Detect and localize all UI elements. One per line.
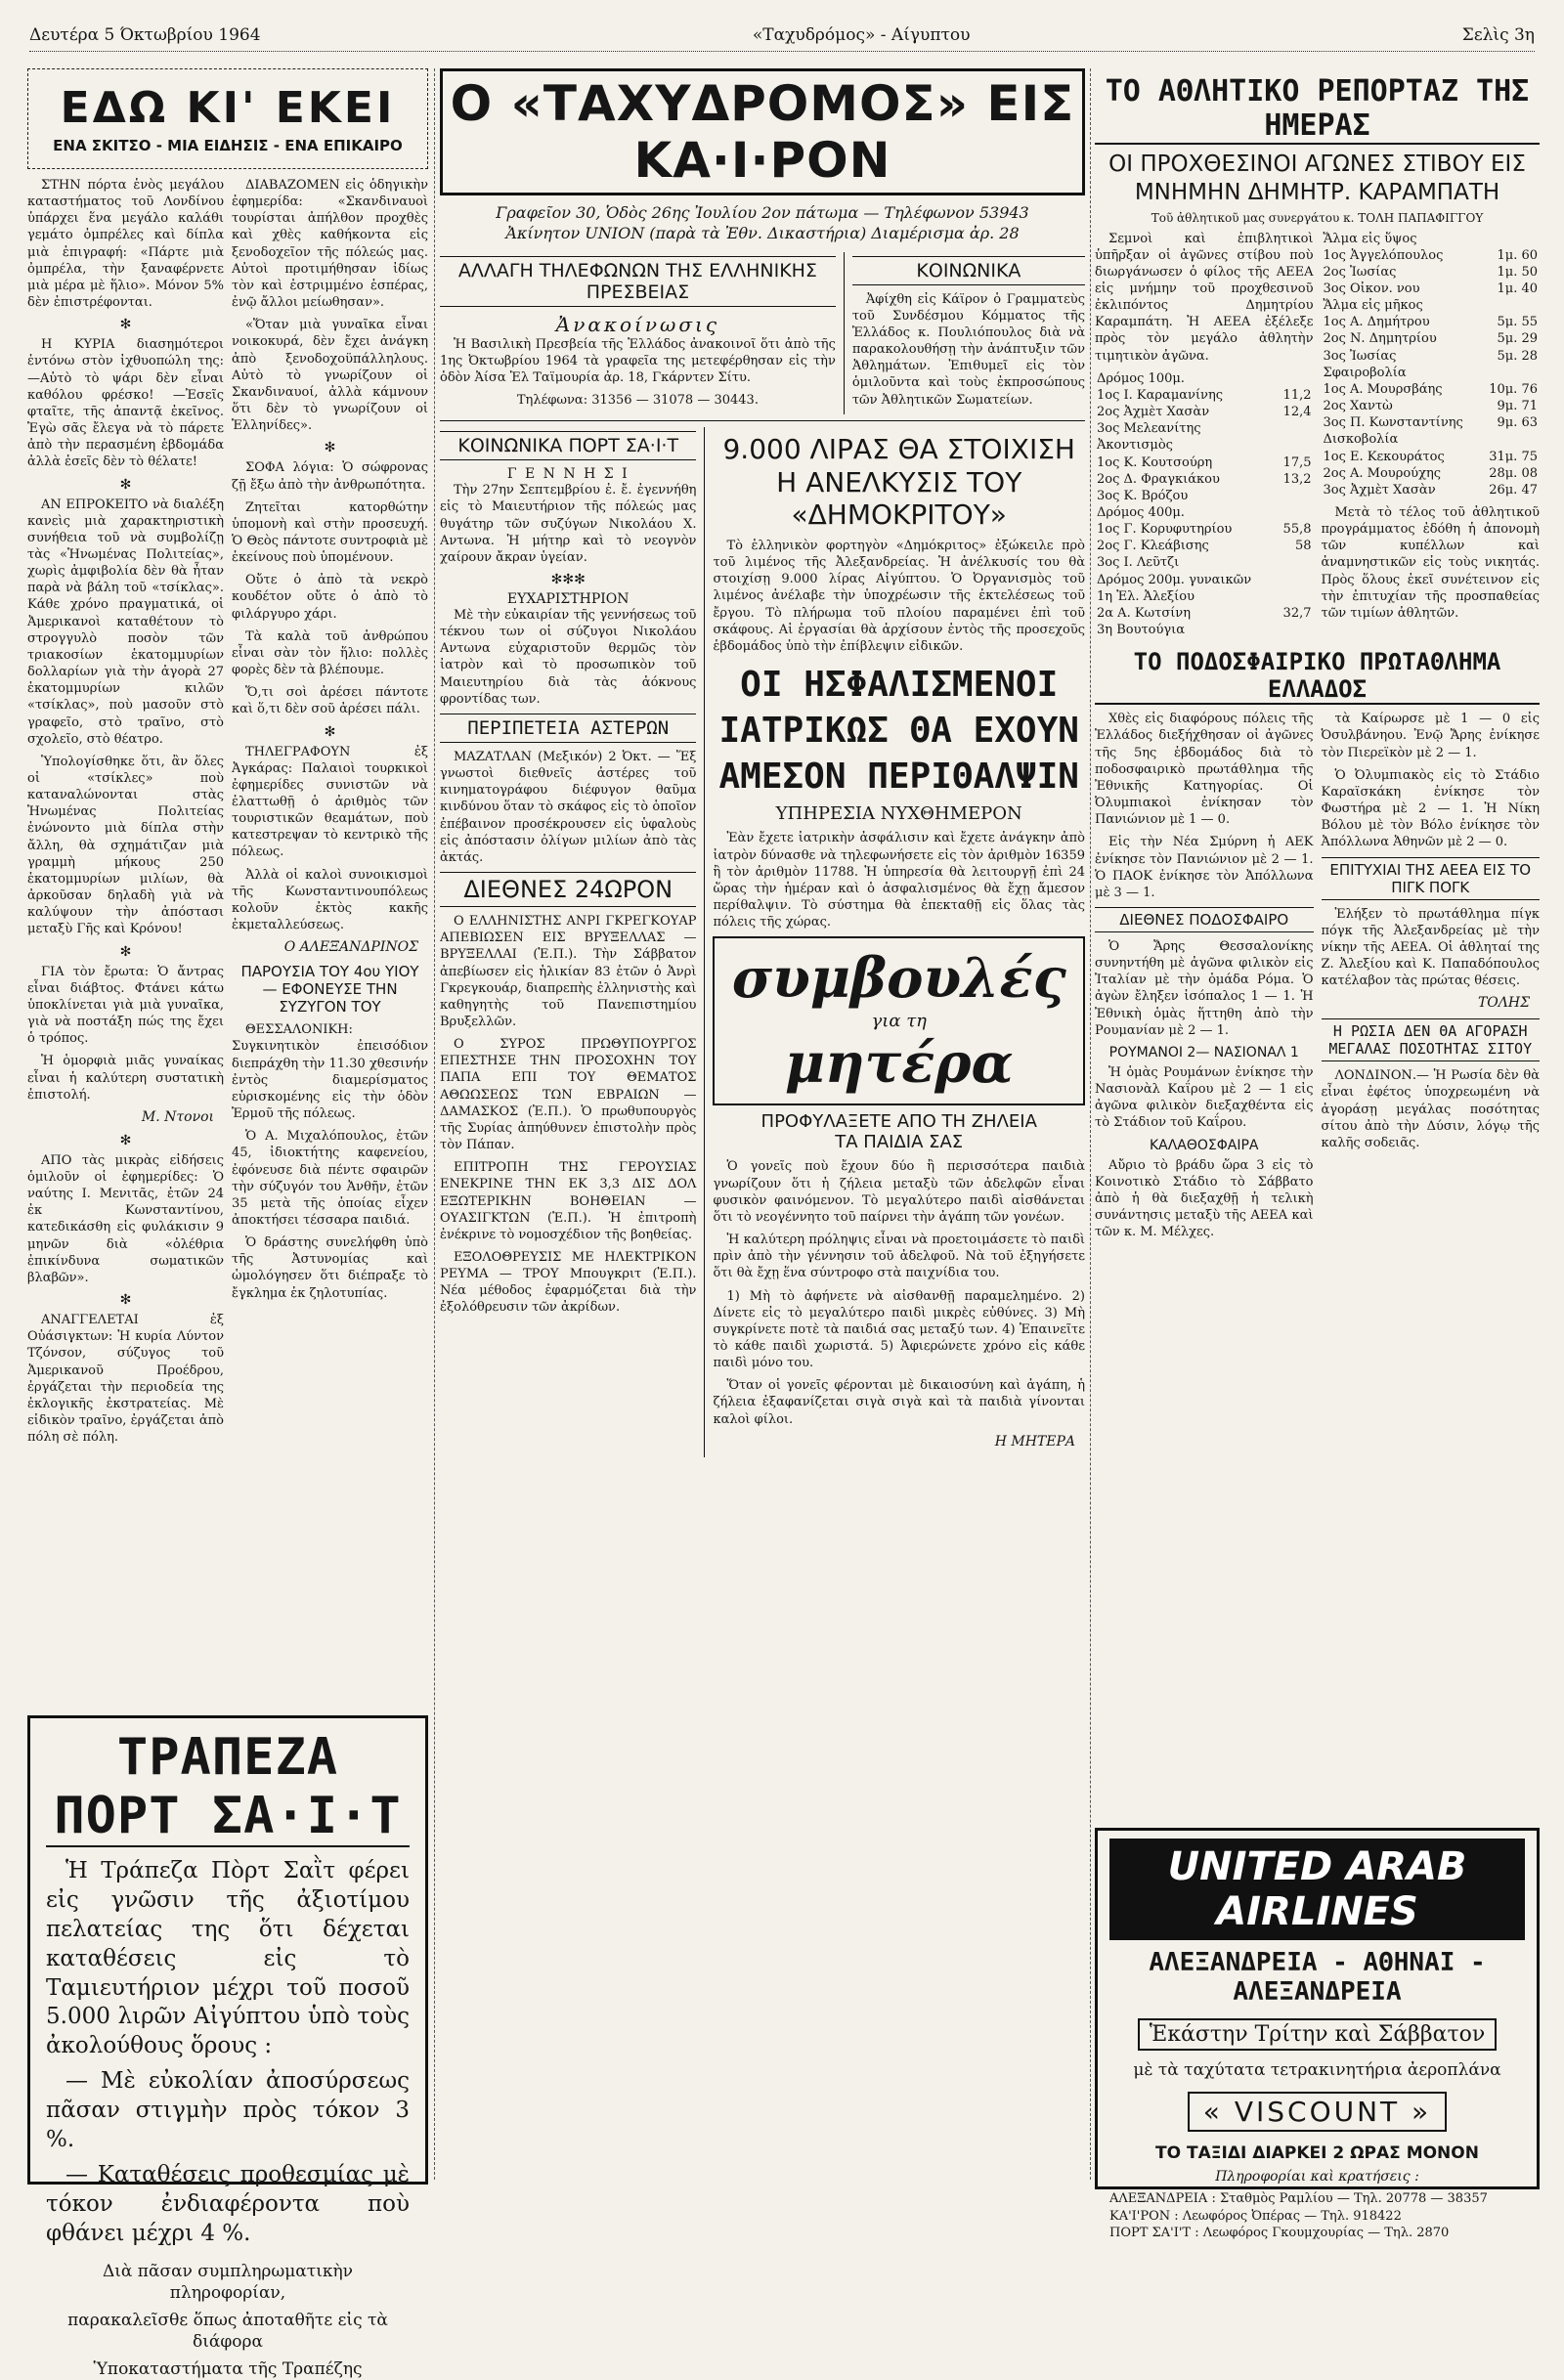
results-table-left (1095, 370, 1314, 639)
separator-star: ✻ (119, 317, 132, 333)
result-name: Σφαιροβολία (1323, 365, 1407, 380)
world-heading: ΔΙΕΘΝΕΣ 24ΩΡΟΝ (440, 872, 696, 907)
result-name: 3ος Π. Κωνσταντίνης (1323, 415, 1463, 431)
airline-logo: UNITED ARAB AIRLINES (1109, 1839, 1525, 1940)
bank-intro: Ἡ Τράπεζα Πὸρτ Σαῒτ φέρει εἰς γνῶσιν τῆς ἀξιοτίμου πελατείας της ὅτι δέχεται καταθέσεις εἰς τὸ Ταμιευτήριον μέχρι τοῦ ποσοῦ 5.000 λιρῶν Αἰγύπτου ὑπὸ τοὺς ἀκολούθους ὅρους : (46, 1858, 410, 2059)
result-value: 32,7 (1282, 605, 1312, 621)
result-row (1095, 572, 1314, 588)
result-name: Δρόμος 100μ. (1097, 370, 1185, 386)
result-value: 10μ. 76 (1489, 381, 1538, 397)
edo-para: ΓΙΑ τὸν ἔρωτα: Ὁ ἄντρας εἶναι διάβτος. Φτάνει κάτω ὑποκλίνεται γιὰ μιὰ γυναῖκα, γιὰ νὰ ποστάξη πώς της ἔχει ὁ τρόπος. (27, 964, 224, 1047)
result-value: 26μ. 47 (1489, 482, 1538, 498)
result-row (1322, 247, 1541, 264)
edo-left (27, 177, 224, 1451)
world-item: ΕΞΟΛΟΘΡΕΥΣΙΣ ΜΕ ΗΛΕΚΤΡΙΚΟΝ ΡΕΥΜΑ — ΤΡΟΥ Μπουγκριτ (Ἐ.Π.). Νέα μέθοδος ἐφαρμόζεται διὰ τὴν ἐξολόθρευσιν τῶν ἀκρίδων. (440, 1250, 697, 1316)
result-name: 3η Βουτούγια (1097, 623, 1186, 638)
middle-row (440, 427, 1085, 1457)
edo-para: ΑΝΑΓΓΕΛΕΤΑΙ ἐξ Οὐάσιγκτων: Ἡ κυρία Λύντον Τζόνσον, σύζυγος τοῦ Ἀμερικανοῦ Προέδρου, ἐργάζεται τὴν περιοδεία της ἐκλογικῆς ἐκστρατείας. Μὲ εἰδικὸν τραῖνο, ἐργάζεται ἀπὸ πόλη σὲ πόλη. (27, 1313, 224, 1446)
column-rule-1 (434, 68, 435, 2180)
result-name: 1ος Α. Δημήτρου (1323, 315, 1430, 330)
signature: Ο ΑΛΕΞΑΝΔΡΙΝΟΣ (283, 939, 418, 956)
edo-para: Ζητεῖται κατορθώτην ὑπομονὴ καὶ στὴν προσευχή. Ὁ Θεὸς πάντοτε συντροφιὰ μὲ ἐκείνους ποὺ ὑπομένουν. (232, 499, 428, 566)
result-row (1095, 387, 1314, 404)
result-row (1322, 449, 1541, 465)
airline-days: Ἑκάστην Τρίτην καὶ Σάββατον (1138, 2018, 1498, 2051)
edo-para: ΑΝ ΕΠΡΟΚΕΙΤΟ νὰ διαλέξη κανεὶς μιὰ χαρακτηριστικὴ συνήθεια τοῦ νὰ συμβολίζῃ τὰς «Ἡνωμένας Πολιτείας», χωρὶς ἀμφιβολία δὲν θὰ ἦταν παρὰ νὰ βάλη τοῦ «τσίκλας». Κάθε χρόνο πραγματικά, οἱ Ἀμερικανοὶ καταθέτουν τὸ στρογγυλὸ ποσὸν τῶν τριακοσίων ἑκατομμυρίων δολλαρίων γιὰ τὴν ἀγορὰ 27 ἑκατομμυρίων κιλῶν «τσίκλας», ποὺ μασοῦν στὸ γραφεῖο, στὸ τραῖνο, στὸ σχολεῖο, στὸ θέατρο. (27, 497, 224, 747)
edo-para: Οὔτε ὁ ἀπὸ τὰ νεκρὸ κουδέτον οὔτε ὁ ἀπὸ τὸ φιλάργυρο χάρι. (232, 573, 428, 622)
sports-signature: ΤΟΛΗΣ (1477, 995, 1530, 1012)
edo-para: ΣΤΗΝ πόρτα ἑνὸς μεγάλου καταστήματος τοῦ Λονδίνου ὑπάρχει ἕνα μεγάλο καλάθι γεμάτο ὀμπρέλες καὶ δίπλα μιὰ ἐπιγραφή: «Πάρτε μιὰ ὀμπρέλα, τὴν ξαναφέρνετε μιὰ μέρα μὲ ἥλιο». Μόνον 5% δὲν ἐπιστρέφονται. (27, 178, 224, 311)
world-item: ΕΠΙΤΡΟΠΗ ΤΗΣ ΓΕΡΟΥΣΙΑΣ ΕΝΕΚΡΙΝΕ ΤΗΝ ΕΚ 3,3 ΔΙΣ ΔΟΛ ΕΞΩΤΕΡΙΚΗΝ ΒΟΗΘΕΙΑΝ — ΟΥΑΣΙΓΚΤΩΝ (Ἐ.Π.). Ἡ ἐπιτροπὴ ἐνέκρινε τὸ νομοσχέδιον τῆς βοηθείας. (440, 1160, 697, 1242)
airline-info: Πληροφορίαι καὶ κρατήσεις : (1215, 2169, 1419, 2185)
page-number: Σελὶς 3η (1461, 25, 1535, 45)
result-row (1322, 330, 1541, 347)
edo-title: ΕΔΩ ΚΙ' ΕΚΕΙ (60, 83, 396, 133)
result-row (1322, 398, 1541, 414)
edo-columns (27, 177, 428, 1451)
result-row (1095, 370, 1314, 387)
result-row (1322, 281, 1541, 297)
result-name: 3ος Ἀχμὲτ Χασὰν (1323, 482, 1436, 498)
cairo-social-text: Ἀφίχθη εἰς Κάϊρον ὁ Γραμματεὺς τοῦ Συνδέσμου Κόμματος τῆς Ἑλλάδος κ. Πουλιόπουλος διὰ νὰ παρακολουθήσῃ τὴν ἀνάπτυξιν τῶν Ἀθλημάτων. Ἐπιθυμεῖ εἰς τὸν ὁμιλοῦντα καὶ τοὺς ἐκπροσώπους τῶν Ἀθλητικῶν Σωματείων. (851, 291, 1085, 408)
result-value (1481, 431, 1540, 448)
result-row (1095, 605, 1314, 622)
athletics-section (1095, 231, 1540, 639)
airline-contact-port: ΠΟΡΤ ΣΑ'Ι'Τ : Λεωφόρος Γκουμχουρίας — Τηλ. 2870 (1109, 2226, 1450, 2241)
russia-heading: Η ΡΩΣΙΑ ΔΕΝ ΘΑ ΑΓΟΡΑΣΗ ΜΕΓΑΛΑΣ ΠΟΣΟΤΗΤΑΣ ΣΙΤΟΥ (1322, 1018, 1541, 1061)
separator-star: ✻ (119, 1292, 132, 1309)
mother-text: Ὁ γονεῖς ποὺ ἔχουν δύο ἢ περισσότερα παιδιὰ γνωρίζουν ὅτι ἡ ζήλεια μεταξὺ τῶν ἀδελφῶν εἶναι φυσικὸν φαινόμενον. Τὸ μεγαλύτερο παιδὶ αἰσθάνεται ὅτι τὸ νεογέννητο τοῦ παίρνει τὴν ἀγάπη τῶν γονέων. (713, 1159, 1085, 1225)
football-text: Χθὲς εἰς διαφόρους πόλεις τῆς Ἑλλάδος διεξήχθησαν οἱ ἀγῶνες τῆς 5ης ἑβδομάδος διὰ τὸ ποδοσφαιρικὸ πρωτάθλημα τῆς Ἐθνικῆς Κατηγορίας. Οἱ Ὀλυμπιακοὶ ἐνίκησαν τὸν Πανιώνιον μὲ 1 — 0. (1095, 712, 1314, 828)
bank-footer-1: Διὰ πᾶσαν συμπληρωματικὴν πληροφορίαν, (102, 2261, 354, 2303)
mother-ad-line-2: για τη (871, 1011, 927, 1032)
result-value: 31μ. 75 (1489, 449, 1538, 464)
embassy-heading: ΑΛΛΑΓΗ ΤΗΛΕΦΩΝΩΝ ΤΗΣ ΕΛΛΗΝΙΚΗΣ ΠΡΕΣΒΕΙΑΣ (440, 256, 836, 307)
athletics-intro: Σεμνοὶ καὶ ἐπιβλητικοὶ ὑπῆρξαν οἱ ἀγῶνες στίβου ποὺ διωργάνωσεν ὁ φίλος τῆς ΑΕΕΑ εἰς μνήμην τοῦ προχθεσινοῦ ἐκλιπόντος Δημητρίου Καραμπάτη. Ἡ ΑΕΕΑ ἐξέλεξε πρὸς τὸν μεγάλο ἀθλητὴν τιμητικὸν ἀγῶνα. (1095, 231, 1314, 364)
result-name: 2ος Ἰωσίας (1323, 264, 1397, 280)
result-value (1481, 365, 1540, 381)
football-left (1095, 711, 1314, 1246)
airline-duration: ΤΟ ΤΑΞΙΔΙ ΔΙΑΡΚΕΙ 2 ΩΡΑΣ ΜΟΝΟΝ (1155, 2143, 1479, 2163)
result-name: 2ος Ν. Δημητρίου (1323, 331, 1437, 347)
edo-para: Ἡ ὁμορφιὰ μιᾶς γυναίκας εἶναι ἡ καλύτερη συστατικὴ ἐπιστολή. (27, 1054, 224, 1103)
result-name: 1ος Κ. Κουτσούρη (1097, 454, 1213, 470)
announcement-label: Ἀνακοίνωσις (555, 312, 720, 336)
result-value (1277, 370, 1314, 387)
mother-signature: Η ΜΗΤΕΡΑ (994, 1433, 1075, 1450)
edo-box (27, 68, 428, 169)
mother-ad-line-3: μητέρα (784, 1031, 1014, 1097)
edo-para: ΤΗΛΕΓΡΑΦΟΥΝ ἐξ Ἀγκάρας: Παλαιοὶ τουρκικοὶ ἐφημερίδες συνιστῶν νὰ ἐλαττωθῇ ὁ ἀριθμὸς τῶν τουριστικῶν θεαμάτων, ποὺ κατεστρεψαν τὸ κεντρικὸ τῆς πόλεως. (232, 744, 428, 860)
result-row (1322, 482, 1541, 498)
bank-condition-1: — Μὲ εὐκολίαν ἀποσύρσεως πᾶσαν στιγμὴν πρὸς τόκον 3 %. (46, 2068, 410, 2153)
stars-text: ΜΑΖΑΤΛΑΝ (Μεξικόν) 2 Ὀκτ. — Ἕξ γνωστοὶ διεθνεῖς ἀστέρες τοῦ κινηματογράφου διέφυγον θαῦμα κινδύνου ὅταν τὸ σκάφος εἰς τὸ ὁποῖον ἐπέβαινον προσέκρουσεν εἰς ὑφαλοὺς εἰς ἀπόστασιν ὀλίγων μιλίων ἀπὸ τὰς ἀκτάς. (440, 749, 697, 865)
result-name: 2ος Γ. Κλεάβισης (1097, 539, 1209, 554)
democritus-text: Τὸ ἑλληνικὸν φορτηγὸν «Δημόκριτος» ἐξώκειλε πρὸ τοῦ λιμένος τῆς Ἀλεξανδρείας. Ἡ ἀνέλκυσίς του θὰ στοιχίσῃ 9.000 λίρας Αἰγύπτου. Ὁ Ὀργανισμὸς τοῦ λιμένος ἀνέλαβε τὴν ὑποχρέωσιν τῆς ἐκτελέσεως τοῦ ἔργου. Τὸ πλήρωμα τοῦ πλοίου παραμένει ἐπὶ τοῦ σκάφους. Αἱ ἐργασίαι θὰ ἀρχίσουν ἐντὸς τῆς προσεχοῦς ἑβδομάδος ὑπὸ τὴν ἐπίβλεψιν εἰδικῶν. (713, 539, 1085, 654)
result-name: 1ος Γ. Κορυφυτηρίου (1097, 522, 1233, 538)
result-name: 3ος Οἰκον. νου (1323, 281, 1420, 296)
pingpong-text: Ἐλήξεν τὸ πρωτάθλημα πίγκ πόγκ τῆς Ἀλεξανδρείας μὲ τὴν νίκην τῆς ΑΕΕΑ. Οἱ ἀθληταί της Ζ. Ἀλεξίου καὶ Κ. Παπαδόπουλος κατέλαβον τὰς πρώτας θέσεις. (1321, 906, 1540, 989)
embassy-notice (440, 252, 836, 415)
address-line-2: Ἀκίνητον UNION (παρὰ τὰ Ἐθν. Δικαστήρια) Διαμέρισμα ἀρ. 28 (505, 223, 1020, 242)
murder-heading: ΠΑΡΟΥΣΙΑ ΤΟΥ 4ου ΥΙΟΥ — ΕΦΟΝΕΥΣΕ ΤΗΝ ΣΥΖΥΓΟΝ ΤΟΥ (240, 963, 419, 1017)
result-row (1095, 454, 1314, 471)
thanks-heading: ΕΥΧΑΡΙΣΤΗΡΙΟΝ (506, 591, 630, 607)
result-name: 2ος Χαντὼ (1323, 399, 1393, 414)
separator-star: ✻ (324, 440, 336, 456)
result-name: Ἀκοντισμὸς (1097, 438, 1173, 454)
result-name: Δρόμος 400μ. (1097, 505, 1185, 520)
murder-para: Ὁ δράστης συνελήφθη ὑπὸ τῆς Ἀστυνομίας καὶ ὡμολόγησεν ὅτι διέπραξε τὸ ἔγκλημα ἐκ ζηλοτυπίας. (232, 1235, 428, 1301)
sports-byline: Τοῦ ἀθλητικοῦ μας συνεργάτου κ. ΤΟΛΗ ΠΑΠΑΦΙΓΓΟΥ (1151, 210, 1484, 225)
column-rule-2 (1090, 68, 1091, 2180)
murder-para: Ὁ Α. Μιχαλόπουλος, ἐτῶν 45, ἰδιοκτήτης καφενείου, ἐφόνευσε διὰ πέντε σφαιρῶν τὴν σύζυγόν του Ἀνθῆν, ἐτῶν 35 μετὰ τῆς ὁποίας εἶχεν ἀποκτήσει τέσσαρα παιδιά. (232, 1129, 428, 1228)
result-row (1322, 381, 1541, 398)
result-value (1277, 572, 1314, 588)
romania-text: Ἡ ὁμὰς Ρουμάνων ἐνίκησε τὴν Νασιονὰλ Καΐρου μὲ 2 — 1 εἰς ἀγῶνα φιλικὸν διεξαχθέντα εἰς τὸ Στάδιον τοῦ Καΐρου. (1095, 1064, 1314, 1131)
result-name: Ἅλμα εἰς ὕψος (1323, 231, 1417, 246)
airline-planes: μὲ τὰ ταχύτατα τετρακινητήρια ἀεροπλάνα (1133, 2060, 1501, 2080)
result-value: 5μ. 55 (1497, 315, 1538, 330)
mother-advice-banner (713, 936, 1085, 1105)
birth-text: Τὴν 27ην Σεπτεμβρίου ἐ. ἔ. ἐγεννήθη εἰς τὸ Μαιευτήριον τῆς πόλεώς μας θυγάτηρ τῶν συζύγων Νικολάου Χ. Αντωνα. Ἡ μήτηρ καὶ τὸ νεογνὸν χαίρουν ἄκραν ὑγείαν. (440, 483, 697, 565)
result-name: Δρόμος 200μ. γυναικῶν (1097, 572, 1252, 587)
thanks-text: Μὲ τὴν εὐκαιρίαν τῆς γεννήσεως τοῦ τέκνου των οἱ σύζυγοι Νικολάου Αντωνα εὐχαριστοῦν θερμῶς τὸν ἰατρὸν καὶ τὸ προσωπικὸν τοῦ Μαιευτηρίου διὰ τὰς ἀόκνους φροντίδας των. (440, 608, 697, 707)
results-table-right (1322, 231, 1541, 499)
doctors-heading: ΟΙ ΗΣΦΑΛΙΣΜΕΝΟΙ ΙΑΤΡΙΚΩΣ ΘΑ ΕΧΟΥΝ ΑΜΕΣΟΝ ΠΕΡΙΘΑΛΨΙΝ (718, 665, 1079, 797)
result-row (1095, 504, 1314, 521)
result-name: 2ος Α. Μουρούχης (1323, 465, 1442, 481)
airline-plane-model: « VISCOUNT » (1188, 2092, 1447, 2132)
result-value: 1μ. 60 (1497, 247, 1538, 263)
airline-contact-alex: ΑΛΕΞΑΝΔΡΕΙΑ : Σταθμὸς Ραμλίου — Τηλ. 20778 — 38357 (1109, 2191, 1488, 2206)
athletics-end: Μετὰ τὸ τέλος τοῦ ἀθλητικοῦ προγράμματος ἐδόθη ἡ ἀπονομὴ τῶν κυπέλλων καὶ ἀναμνηστικῶν εἰς τοὺς νικητάς. Πρὸς ὅλους ἐκεῖ συνέτεινον εἰς τὴν ἐπιτυχίαν τῆς προσπαθείας τῶν τιμίων ἀθλητῶν. (1321, 505, 1540, 621)
top-row (440, 252, 1085, 422)
result-value: 9μ. 63 (1497, 415, 1538, 431)
intl-football-heading: ΔΙΕΘΝΕΣ ΠΟΔΟΣΦΑΙΡΟ (1095, 907, 1314, 932)
result-value: 28μ. 08 (1489, 465, 1538, 481)
football-right-text: τὰ Καίρωρσε μὲ 1 — 0 εἰς Ὀσυλβάνηου. Ἐνῷ Ἄρης ἐνίκησε τὸν Πιερεϊκὸν μὲ 2 — 1. (1321, 712, 1540, 760)
football-right-text: Ὁ Ὀλυμπιακὸς εἰς τὸ Στάδιο Καραϊσκάκη ἐνίκησε τὸν Φωστήρα μὲ 2 — 1. Ἡ Νίκη Βόλου μὲ τὸν Βόλο ἐνίκησε τὸν Ἀπόλλωνα Ἀθηνῶν μὲ 2 — 0. (1321, 767, 1540, 850)
result-row (1095, 437, 1314, 454)
democritus-heading: 9.000 ΛΙΡΑΣ ΘΑ ΣΤΟΙΧΙΣΗ Η ΑΝΕΛΚΥΣΙΣ ΤΟΥ «ΔΗΜΟΚΡΙΤΟΥ» (722, 433, 1075, 532)
result-value: 58 (1294, 539, 1312, 554)
result-value: 5μ. 29 (1497, 331, 1538, 347)
result-row (1095, 588, 1314, 605)
basketball-text: Αὔριο τὸ βράδυ ὥρα 3 εἰς τὸ Κοινοτικὸ Στάδιο τὸ Σάββατο ἀπὸ ἡ θὰ διεξαχθῇ ἡ τελικὴ συνάντησις μεταξὺ τῆς ΑΕΕΑ καὶ τῶν κ. Μ. Μέλχες. (1095, 1157, 1314, 1240)
edo-para: «Ὅταν μιὰ γυναῖκα εἶναι νοικοκυρά, δὲν ἔχει ἀνάγκη ἀπὸ ξενοδοχοϋπάλληλους. Αὐτὸ τὸ γνωρίζουν οἱ Σκανδιναυοί, ἀλλὰ κάμνουν ὅτι δὲν τὸ γνωρίζουν οἱ Ἑλληνίδες». (232, 318, 428, 434)
mother-text: 1) Μὴ τὸ ἀφήνετε νὰ αἰσθανθῇ παραμελημένο. 2) Δίνετε εἰς τὸ μεγαλύτερο παιδὶ μικρὲς εὐθύνες. 3) Μὴ συγκρίνετε ποτὲ τὰ παιδιά σας μεταξύ των. 4) Ἐπαινεῖτε τὸ κάθε παιδὶ χωριστά. 5) Ἀφιερώνετε χρόνο εἰς κάθε παιδὶ μόνο του. (713, 1288, 1085, 1371)
result-name: 2α Α. Κωτσίνη (1097, 605, 1192, 621)
result-name: 1η Ἑλ. Ἀλεξίου (1097, 588, 1195, 604)
airline-advertisement (1095, 1828, 1540, 2241)
embassy-phones: Τηλέφωνα: 31356 — 31078 — 30443. (516, 393, 759, 409)
result-row (1322, 431, 1541, 448)
result-value: 17,5 (1282, 454, 1312, 470)
bank-condition-2: — Καταθέσεις προθεσμίας μὲ τόκον ἐνδιαφέροντα ποὺ φθάνει μέχρι 4 %. (46, 2161, 410, 2246)
basketball-heading: ΚΑΛΑΘΟΣΦΑΙΡΑ (1149, 1137, 1259, 1153)
paper-name: «Ταχυδρόμος» - Αίγυπτου (752, 25, 971, 45)
football-right (1322, 711, 1541, 1246)
edo-para: ΣΟΦΑ λόγια: Ὁ σώφρονας ζῇ ἔξω ἀπὸ τὴν ἀνθρωπότητα. (232, 460, 428, 493)
result-value (1277, 504, 1314, 521)
edo-para: Ὅ,τι σοὶ ἀρέσει πάντοτε καὶ ὅ,τι δὲν σοῦ ἀρέσει πάλι. (232, 685, 428, 717)
cairo-social (844, 252, 1085, 415)
stars-heading: ΠΕΡΙΠΕΤΕΙΑ ΑΣΤΕΡΩΝ (440, 714, 696, 743)
edo-subtitle: ΕΝΑ ΣΚΙΤΣΟ - ΜΙΑ ΕΙΔΗΣΙΣ - ΕΝΑ ΕΠΙΚΑΙΡΟ (53, 137, 403, 154)
result-name: Ἅλμα εἰς μῆκος (1323, 298, 1423, 314)
edo-para: ΔΙΑΒΑΖΟΜΕΝ εἰς ὁδηγικὴν ἐφημερίδα: «Σκανδιναυοὶ τουρίσται ἀπήλθον προχθὲς καὶ χθὲς καθήκοντα εἰς ξενοδοχεῖον τῆς πόλεώς μας. Αὐτοὶ προτιμήθησαν ἰδίως τὸν καὶ ἐστριμμένο ἑσπέρας, ἐνῷ ἄλλοι μείωθησαν». (232, 178, 428, 311)
result-value: 12,4 (1282, 405, 1312, 420)
result-value (1277, 488, 1314, 504)
result-row (1095, 488, 1314, 504)
cairo-social-heading: ΚΟΙΝΩΝΙΚΑ (852, 256, 1085, 285)
result-row (1322, 297, 1541, 314)
result-row (1322, 465, 1541, 482)
doctors-subheading: ΥΠΗΡΕΣΙΑ ΝΥΧΘΗΜΕΡΟΝ (775, 803, 1022, 825)
airline-contact-cairo: ΚΑ'Ι'ΡΟΝ : Λεωφόρος Ὀπέρας — Τηλ. 918422 (1109, 2208, 1402, 2224)
bank-advertisement (27, 1715, 428, 2379)
football-section (1095, 711, 1540, 1246)
result-value (1277, 588, 1314, 605)
airline-route: ΑΛΕΞΑΝΔΡΕΙΑ - ΑΘΗΝΑΙ - ΑΛΕΞΑΝΔΡΕΙΑ (1149, 1948, 1486, 2007)
result-name: Δισκοβολία (1323, 432, 1399, 448)
edo-para: Η ΚΥΡΙΑ διασημότεροι ἐντόνω στὸν ἰχθυοπώλη της: —Αὐτὸ τὸ ψάρι δὲν εἶναι καθόλου φρέσκο! —Ἐσεῖς φταῖτε, τῆς ἀπαντᾷ ἐκεῖνος. Ἐγὼ σᾶς ἔλεγα νὰ τὸ πάρετε ἀπὸ τὴν περασμένη ἑβδομάδα ἀλλὰ ἐσεῖς δὲν τὸ θέλατε! (27, 337, 224, 470)
portsaid-social-heading: ΚΟΙΝΩΝΙΚΑ ΠΟΡΤ ΣΑ·Ι·Τ (440, 431, 696, 460)
result-name: 3ος Ἰωσίας (1323, 348, 1397, 364)
result-value: 5μ. 28 (1497, 348, 1538, 364)
result-name: 1ος Ι. Καραμανίνης (1097, 387, 1224, 403)
bank-title: ΤΡΑΠΕΖΑ ΠΟΡΤ ΣΑ·Ι·Τ (46, 1728, 410, 1847)
edo-right (232, 177, 428, 1451)
result-value: 1μ. 40 (1497, 281, 1538, 296)
result-row (1095, 521, 1314, 538)
result-value: 9μ. 71 (1497, 399, 1538, 414)
doctors-text: Ἐὰν ἔχετε ἰατρικὴν ἀσφάλισιν καὶ ἔχετε ἀνάγκην ἀπὸ ἰατρὸν δύνασθε νὰ τηλεφωνήσετε εἰς τὸν ἀριθμὸν 16359 ἢ τὸν ἀριθμὸν 11788. Ἡ ὑπηρεσία θὰ λειτουργῇ ἐπὶ 24 ὥρας τὴν ἡμέραν καὶ ὁ ἀσφαλισμένος θὰ ἔχῃ ἄμεσον περίθαλψιν. Τὸ σύστημα θὰ ἐπεκταθῇ εἰς ὅλας τὰς πόλεις τῆς χώρας. (713, 831, 1085, 930)
result-value (1277, 554, 1314, 571)
result-row (1322, 314, 1541, 330)
romania-score: ΡΟΥΜΑΝΟΙ 2— ΝΑΣΙΟΝΑΛ 1 (1108, 1044, 1299, 1060)
edo-para: Ὑπολογίσθηκε ὅτι, ἂν ὅλες οἱ «τσίκλες» ποὺ καταναλώνονται στὰς Ἡνωμένας Πολιτείας ἑνώνοντο μιὰ δίπλα στὴν ἄλλη, θὰ σχημάτιζαν μιὰ γραμμὴ μήκους 250 ἑκατομμυρίων μιλίων, θὰ ἀρκοῦσαν δηλαδὴ γιὰ νὰ καλύψουν τὴν ἀπόστασι μεταξὺ Γῆς καὶ Κρόνου! (27, 754, 224, 937)
football-heading: ΤΟ ΠΟΔΟΣΦΑΙΡΙΚΟ ΠΡΩΤΑΘΛΗΜΑ ΕΛΛΑΔΟΣ (1095, 648, 1540, 705)
result-value: 11,2 (1282, 387, 1312, 403)
result-row (1322, 414, 1541, 431)
result-row (1322, 264, 1541, 281)
result-value (1277, 420, 1314, 437)
separator-star: ✻ (119, 943, 132, 960)
result-row (1322, 365, 1541, 381)
football-text: Εἰς τὴν Νέα Σμύρνη ἡ ΑΕΚ ἐνίκησε τὸν Πανιώνιον μὲ 2 — 1. Ὁ ΠΑΟΚ ἐνίκησε τὸν Ἀπόλλωνα μὲ 3 — 1. (1095, 835, 1314, 900)
separator-star: ✻ (119, 476, 132, 493)
bank-footer-3: Ὑποκαταστήματα τῆς Τραπέζης (93, 2358, 363, 2379)
athletics-right (1322, 231, 1541, 639)
result-name: 1ος Ἀγγελόπουλος (1323, 247, 1444, 263)
result-row (1095, 420, 1314, 437)
column-center (440, 68, 1085, 2189)
result-value: 13,2 (1282, 471, 1312, 487)
world-item: Ο ΣΥΡΟΣ ΠΡΩΘΥΠΟΥΡΓΟΣ ΕΠΕΣΤΗΣΕ ΤΗΝ ΠΡΟΣΟΧΗΝ ΤΟΥ ΠΑΠΑ ΕΠΙ ΤΟΥ ΘΕΜΑΤΟΣ ΑΘΩΩΣΕΩΣ ΤΩΝ ΕΒΡΑΙΩΝ — ΔΑΜΑΣΚΟΣ (Ἐ.Π.). Ὁ πρωθυπουργὸς τῆς Συρίας ἀπηύθυνεν ἐπιστολὴν πρὸς τὸν Πάπαν. (440, 1037, 697, 1153)
edo-para: Ἀλλὰ οἱ καλοὶ συνοικισμοὶ τῆς Κωνσταντινουπόλεως κολοῦν ἐκτὸς κακῆς ἐκμεταλλεύσεως. (232, 867, 428, 933)
issue-date: Δευτέρα 5 Όκτωβρίου 1964 (29, 25, 261, 45)
signature: Μ. Ντονοι (141, 1108, 214, 1125)
running-header (29, 20, 1535, 52)
result-row (1322, 231, 1541, 247)
result-row (1095, 471, 1314, 488)
mother-ad-line-1: συμβουλές (731, 946, 1066, 1012)
separator-star: ✻✻✻ (550, 572, 586, 587)
athletics-left (1095, 231, 1314, 639)
result-value (1481, 231, 1540, 247)
intl-football-text: Ὁ Ἄρης Θεσσαλονίκης συνηντήθη μὲ ἀγῶνα φιλικὸν εἰς Ἰταλίαν μὲ τὴν ὁμάδα Ρόμα. Ὁ ἀγὼν ἔληξεν ἰσόπαλος 1 — 1. Ἡ Ἐθνικὴ ὁμὰς ἥττηθη ἀπὸ τὴν Ρουμανίαν μὲ 2 — 1. (1095, 938, 1314, 1038)
sports-header: ΤΟ ΑΘΛΗΤΙΚΟ ΡΕΠΟΡΤΑΖ ΤΗΣ ΗΜΕΡΑΣ (1095, 74, 1540, 145)
bank-footer-2: παρακαλεῖσθε ὅπως ἀποταθῆτε εἰς τὰ διάφορα (67, 2310, 388, 2352)
center-right-stack (713, 427, 1085, 1457)
center-left-stack (440, 427, 705, 1457)
edo-para: Τὰ καλὰ τοῦ ἀνθρώπου εἶναι σὰν τὸν ἥλιο: πολλὲς φορὲς δὲν τὰ βλέπουμε. (232, 628, 428, 678)
address-line-1: Γραφεῖον 30, Ὁδὸς 26ης Ἰουλίου 2ον πάτωμα — Τηλέφωνον 53943 (496, 203, 1029, 222)
result-name: 1ος Ε. Κεκουράτος (1323, 449, 1445, 464)
result-value (1277, 622, 1314, 638)
mother-text: Ὅταν οἱ γονεῖς φέρονται μὲ δικαιοσύνη καὶ ἀγάπη, ἡ ζήλεια ἐξαφανίζεται σιγὰ σιγὰ καὶ τὰ παιδιὰ γίνονται καλοὶ φίλοι. (713, 1378, 1085, 1427)
masthead-address (440, 203, 1085, 244)
sports-subheading: ΟΙ ΠΡΟΧΘΕΣΙΝΟΙ ΑΓΩΝΕΣ ΣΤΙΒΟΥ ΕΙΣ ΜΝΗΜΗΝ ΔΗΜΗΤΡ. ΚΑΡΑΜΠΑΤΗ (1108, 151, 1526, 205)
result-name: 2ος Δ. Φραγκιάκου (1097, 471, 1220, 487)
embassy-text: Ἡ Βασιλικὴ Πρεσβεία τῆς Ἑλλάδος ἀνακοινοῖ ὅτι ἀπὸ τῆς 1ης Ὀκτωβρίου 1964 τὰ γραφεῖα της μετεφέρθησαν εἰς τὴν ὁδὸν Ἀίσα Ἐλ Ταϊμουρία ἀρ. 18, Γκάρντεν Σίτυ. (440, 336, 836, 385)
masthead: Ο «ΤΑΧΥΔΡΟΜΟΣ» ΕΙΣ ΚΑ·Ι·ΡΟΝ (440, 68, 1085, 195)
result-name: 2ος Ἀχμὲτ Χασὰν (1097, 405, 1210, 420)
mother-tagline-1: ΠΡΟΦΥΛΑΞΕΤΕ ΑΠΟ ΤΗ ΖΗΛΕΙΑ (760, 1111, 1037, 1133)
edo-para: ΑΠΟ τὰς μικρὰς εἰδήσεις ὁμιλοῦν οἱ ἐφημερίδες: Ὁ ναύτης Ι. Μενιτᾶς, ἐτῶν 24 ἐκ Κωνσταντίνου, κατεδικάσθη εἰς φυλάκισιν 9 μηνῶν διὰ «ὀλέθρια ἐπικίνδυνα σωματικῶν βλαβῶν». (27, 1152, 224, 1285)
murder-para: ΘΕΣΣΑΛΟΝΙΚΗ: Συγκινητικὸν ἐπεισόδιον διεπράχθη τὴν 11.30 χθεσινήν ἐντὸς διαμερίσματος εὑρισκομένης εἰς τὴν ὁδὸν Ἑρμοῦ τῆς πόλεως. (232, 1022, 428, 1122)
separator-star: ✻ (119, 1132, 132, 1148)
result-value: 1μ. 50 (1497, 264, 1538, 280)
result-name: 3ος Μελεανίτης (1097, 421, 1201, 437)
birth-label: Γ Ε Ν Ν Η Σ Ι (506, 466, 630, 483)
result-row (1095, 404, 1314, 420)
result-value (1277, 437, 1314, 454)
result-name: 3ος Ι. Λεῦτζι (1097, 555, 1180, 571)
russia-text: ΛΟΝΔΙΝΟΝ.— Ἡ Ρωσία δὲν θὰ εἶναι ἐφέτος ὑποχρεωμένη νὰ ἀγοράσῃ μεγάλας ποσότητας σίτου ἀπὸ τὴν Δύσιν, λόγῳ τῆς καλῆς σοδειᾶς. (1321, 1068, 1540, 1150)
pingpong-heading: ΕΠΙΤΥΧΙΑΙ ΤΗΣ ΑΕΕΑ ΕΙΣ ΤΟ ΠΙΓΚ ΠΟΓΚ (1322, 857, 1541, 900)
world-item: Ο ΕΛΛΗΝΙΣΤΗΣ ΑΝΡΙ ΓΚΡΕΓΚΟΥΑΡ ΑΠΕΒΙΩΣΕΝ ΕΙΣ ΒΡΥΞΕΛΛΑΣ — ΒΡΥΞΕΛΛΑΙ (Ἐ.Π.). Τὴν Σάββατον ἀπεβίωσεν εἰς ἡλικίαν 83 ἐτῶν ὁ Ἀνρὶ Γκρεγκουάρ, διαπρεπὴς ἑλληνιστὴς καὶ καθηγητὴς τοῦ Πανεπιστημίου Βρυξελλῶν. (440, 914, 697, 1029)
result-value: 55,8 (1282, 522, 1312, 538)
separator-star: ✻ (324, 723, 336, 740)
result-value (1481, 297, 1540, 314)
mother-text: Ἡ καλύτερη πρόληψις εἶναι νὰ προετοιμάσετε τὸ παιδὶ πρὶν ἀπὸ τὴν γέννησιν τοῦ ἀδελφοῦ. Νὰ τοῦ ἐξηγήσετε ὅτι θὰ ἔχῃ ἕνα σύντροφο στὰ παιχνίδια του. (713, 1233, 1085, 1281)
result-row (1095, 622, 1314, 638)
result-row (1322, 348, 1541, 365)
result-name: 3ος Κ. Βρόζου (1097, 488, 1189, 503)
result-row (1095, 554, 1314, 571)
result-name: 1ος Α. Μουρσβάης (1323, 381, 1443, 397)
mother-tagline-2: ΤΑ ΠΑΙΔΙΑ ΣΑΣ (835, 1132, 964, 1153)
result-row (1095, 538, 1314, 554)
